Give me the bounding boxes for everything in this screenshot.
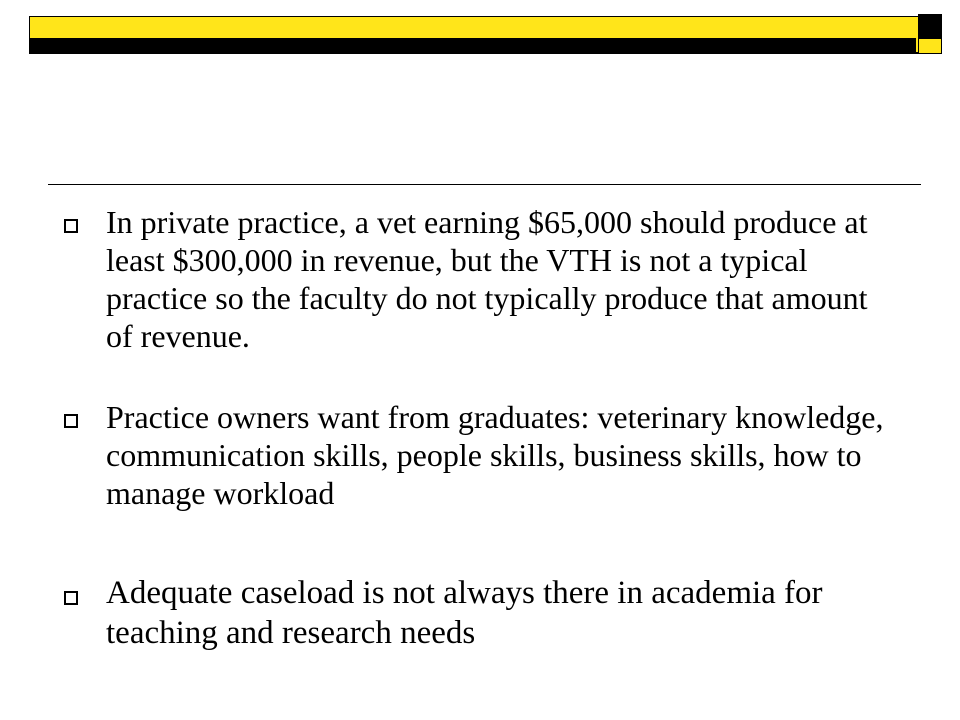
bullet-text: Adequate caseload is not always there in academia for teaching and research needs — [106, 575, 823, 651]
bullet-text: In private practice, a vet earning $65,000 should produce at least $300,000 in revenue, but the VTH is not a typical practice so the faculty do not typically produce that amount of revenue. — [106, 204, 868, 354]
hollow-square-icon — [64, 591, 78, 605]
bullet-text: Practice owners want from graduates: veterinary knowledge, communication skills, people skills, business skills, how to manage workload — [106, 399, 884, 511]
hollow-square-icon — [64, 219, 78, 233]
hollow-square-icon — [64, 414, 78, 428]
